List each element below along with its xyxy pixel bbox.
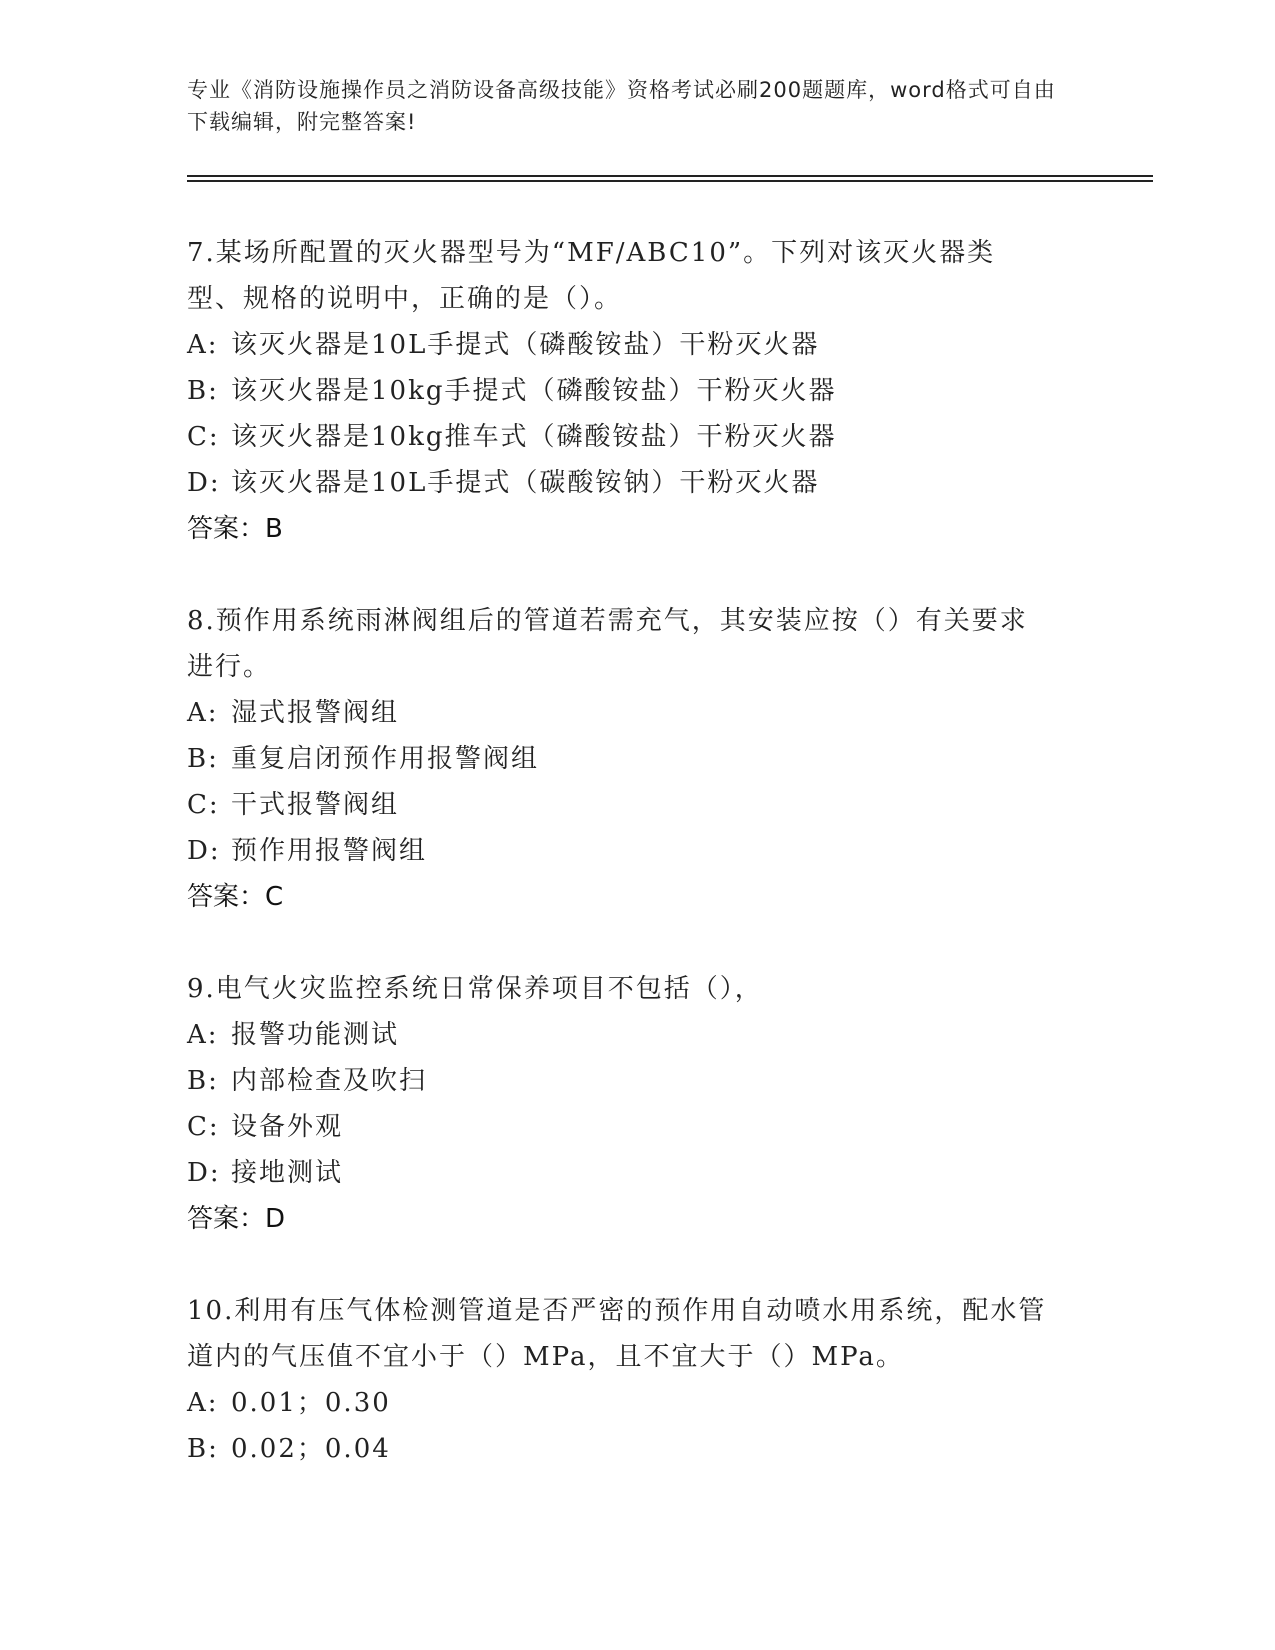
option-text: 该灭火器是10L手提式（碳酸铵钠）干粉灭火器 [231, 468, 820, 498]
option-d [187, 828, 1087, 874]
option-text: 干式报警阀组 [231, 790, 400, 820]
question-10 [187, 1288, 1087, 1472]
option-key: A: [187, 330, 219, 360]
option-key: B: [187, 744, 219, 774]
question-8 [187, 598, 1087, 920]
option-b [187, 368, 1087, 414]
spacer [187, 1242, 1087, 1288]
answer-line: 答案：C [187, 882, 284, 912]
option-key: D: [187, 468, 221, 498]
option-a [187, 1380, 1087, 1426]
option-text: 湿式报警阀组 [231, 698, 400, 728]
option-key: A: [187, 698, 219, 728]
option-b [187, 1426, 1087, 1472]
option-text: 0.01；0.30 [231, 1388, 391, 1418]
option-c [187, 1104, 1087, 1150]
option-text: 报警功能测试 [231, 1020, 400, 1050]
spacer [187, 920, 1087, 966]
option-key: C: [187, 1112, 220, 1142]
option-key: B: [187, 1434, 219, 1464]
spacer [187, 552, 1087, 598]
option-text: 该灭火器是10kg推车式（磷酸铵盐）干粉灭火器 [231, 422, 837, 452]
option-text: 预作用报警阀组 [231, 836, 428, 866]
option-a [187, 322, 1087, 368]
option-key: D: [187, 836, 221, 866]
option-a [187, 1012, 1087, 1058]
option-text: 0.02；0.04 [231, 1434, 391, 1464]
option-c [187, 414, 1087, 460]
question-stem: 7.某场所配置的灭火器型号为“MF/ABC10”。下列对该灭火器类型、规格的说明中，正确的是（）。 [187, 238, 996, 314]
option-d [187, 460, 1087, 506]
question-7 [187, 230, 1087, 552]
option-d [187, 1150, 1087, 1196]
question-list [187, 230, 1087, 1472]
option-key: A: [187, 1020, 219, 1050]
option-key: C: [187, 422, 220, 452]
header-divider-bottom [187, 180, 1153, 182]
option-a [187, 690, 1087, 736]
header-divider-top [187, 175, 1153, 177]
answer-line: 答案：D [187, 1204, 286, 1234]
option-text: 该灭火器是10L手提式（磷酸铵盐）干粉灭火器 [231, 330, 820, 360]
option-key: B: [187, 376, 219, 406]
option-key: B: [187, 1066, 219, 1096]
answer-line: 答案：B [187, 514, 283, 544]
option-text: 接地测试 [231, 1158, 344, 1188]
option-text: 设备外观 [231, 1112, 344, 1142]
question-stem: 8.预作用系统雨淋阀组后的管道若需充气，其安装应按（）有关要求进行。 [187, 606, 1028, 682]
option-text: 重复启闭预作用报警阀组 [231, 744, 540, 774]
option-c [187, 782, 1087, 828]
question-stem: 9.电气火灾监控系统日常保养项目不包括（）， [187, 974, 763, 1004]
option-text: 该灭火器是10kg手提式（磷酸铵盐）干粉灭火器 [231, 376, 837, 406]
option-key: C: [187, 790, 220, 820]
question-9 [187, 966, 1087, 1242]
option-text: 内部检查及吹扫 [231, 1066, 428, 1096]
option-key: D: [187, 1158, 221, 1188]
document-header: 专业《消防设施操作员之消防设备高级技能》资格考试必刷200题题库，word格式可自由下载编辑，附完整答案! [187, 78, 1056, 134]
option-b [187, 1058, 1087, 1104]
question-stem: 10.利用有压气体检测管道是否严密的预作用自动喷水用系统，配水管道内的气压值不宜小于（）MPa，且不宜大于（）MPa。 [187, 1296, 1047, 1372]
option-key: A: [187, 1388, 219, 1418]
option-b [187, 736, 1087, 782]
